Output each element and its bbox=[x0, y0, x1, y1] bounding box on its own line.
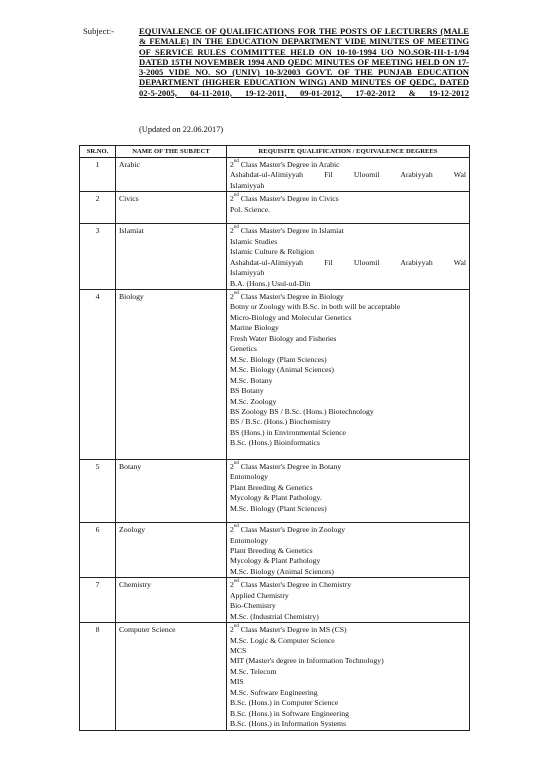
degree-text: Class Master's Degree in MS (CS) bbox=[240, 625, 347, 635]
subject-line: OF MEETING HELD ON 17-3-2005 VIDE NO. SO (UNIV) 10-3/2003 GOVT. bbox=[139, 56, 469, 78]
sr-no-cell: 2 bbox=[80, 192, 116, 224]
degree-item: BS (Hons.) in Environmental Science bbox=[230, 427, 346, 437]
sr-no-cell: 5 bbox=[80, 459, 116, 522]
degree-item: M.Sc. Biology (Animal Sciences) bbox=[230, 365, 334, 375]
sr-no-cell: 4 bbox=[80, 289, 116, 459]
subject-line: EQUIVALENCE OF QUALIFICATIONS FOR THE POSTS OF LECTURERS bbox=[139, 26, 438, 36]
degree-item: M.Sc. Software Engineering bbox=[230, 687, 318, 697]
degrees-cell bbox=[227, 623, 470, 731]
degree-item: B.Sc. (Hons.) in Software Engineering bbox=[230, 708, 349, 718]
degree-item: Fresh Water Biology and Fisheries bbox=[230, 333, 337, 343]
degree-item: MCS bbox=[230, 646, 247, 656]
subject-cell: Zoology bbox=[116, 523, 227, 578]
degree-item: MIT (Master's degree in Information Technology) bbox=[230, 656, 384, 666]
sr-no-cell: 6 bbox=[80, 523, 116, 578]
table-row bbox=[80, 289, 470, 459]
degree-item: B.Sc. (Hons.) Bioinformatics bbox=[230, 438, 320, 448]
degree-item: M.Sc. (Industrial Chemistry) bbox=[230, 611, 319, 621]
degree-item bbox=[230, 580, 466, 590]
class-suffix: nd bbox=[233, 290, 239, 296]
class-suffix: nd bbox=[233, 524, 239, 530]
sr-no-cell: 3 bbox=[80, 224, 116, 290]
subject-line: OF THE PUNJAB EDUCATION DEPARTMENT (HIGHER EDUCATION bbox=[139, 67, 469, 88]
degree-item: M.Sc. Telecom bbox=[230, 666, 277, 676]
subject-line: (MALE & FEMALE) IN THE EDUCATION DEPARTMENT VIDE MINUTES bbox=[139, 26, 469, 47]
degree-text: Class Master's Degree in Botany bbox=[240, 461, 342, 471]
degrees-cell bbox=[227, 289, 470, 459]
degree-item: M.Sc. Biology (Plant Sciences) bbox=[230, 354, 327, 364]
degree-item: MIS bbox=[230, 677, 244, 687]
header-degrees: REQUISITE QUALIFICATION / EQUIVALENCE DEGREES bbox=[227, 146, 470, 158]
degree-item: Plant Breeding & Genetics bbox=[230, 482, 313, 492]
table-row bbox=[80, 224, 470, 290]
degree-item: Entomology bbox=[230, 535, 269, 545]
sr-no-cell: 8 bbox=[80, 623, 116, 731]
subject-label: Subject:- bbox=[83, 26, 115, 36]
degree-text: Class Master's Degree in Zoology bbox=[240, 525, 346, 535]
class-prefix: 2 bbox=[230, 580, 234, 590]
degree-text: Class Master's Degree in Civics bbox=[240, 194, 339, 204]
table-row bbox=[80, 578, 470, 623]
class-suffix: nd bbox=[233, 624, 239, 630]
degree-text: Class Master's Degree in Chemistry bbox=[240, 580, 352, 590]
degree-item: M.Sc. Zoology bbox=[230, 396, 277, 406]
subject-cell: Civics bbox=[116, 192, 227, 224]
table-row bbox=[80, 192, 470, 224]
degree-item bbox=[230, 226, 466, 236]
subject-cell: Computer Science bbox=[116, 623, 227, 731]
class-suffix: nd bbox=[233, 579, 239, 585]
table-row bbox=[80, 158, 470, 192]
degrees-cell bbox=[227, 158, 470, 192]
class-suffix: nd bbox=[233, 159, 239, 164]
degrees-cell bbox=[227, 224, 470, 290]
degree-item: M.Sc. Logic & Computer Science bbox=[230, 635, 335, 645]
class-prefix: 2 bbox=[230, 625, 234, 635]
degree-item: BS / B.Sc. (Hons.) Biochemistry bbox=[230, 417, 331, 427]
header-subject: NAME OF THE SUBJECT bbox=[116, 146, 227, 158]
header-sr-no: SR.NO. bbox=[80, 146, 116, 158]
subject-line: 09-01-2012, 17-02-2012 & 19-12-2012 bbox=[299, 87, 469, 98]
degree-item: B.A. (Hons.) Usul-ud-Din bbox=[230, 278, 311, 288]
class-prefix: 2 bbox=[230, 461, 234, 471]
degree-text: Class Master's Degree in Biology bbox=[240, 291, 344, 301]
subject-line: OF MEETING OF SERVICE RULES COMMITTEE HELD ON 10-10-1994 UO bbox=[139, 36, 470, 57]
degree-item: Entomology bbox=[230, 472, 269, 482]
degree-item: Pol. Science. bbox=[230, 204, 270, 214]
degree-item: Genetics bbox=[230, 344, 257, 354]
degree-item: Ashahdat-ul-Alimiyyah Fil Uloomil Arabiyyah Wal bbox=[230, 170, 466, 180]
degree-item: Mycology & Plant Pathology bbox=[230, 556, 321, 566]
subject-cell: Biology bbox=[116, 289, 227, 459]
degree-item: Botny or Zoology with B.Sc. in both will be acceptable bbox=[230, 302, 401, 312]
degree-item: Applied Chemistry bbox=[230, 590, 289, 600]
degree-item: M.Sc. Botany bbox=[230, 375, 273, 385]
table-header-row bbox=[80, 146, 470, 158]
class-prefix: 2 bbox=[230, 291, 234, 301]
degree-item bbox=[230, 160, 466, 170]
class-suffix: nd bbox=[233, 225, 239, 231]
degree-item: B.Sc. (Hons.) in Computer Science bbox=[230, 698, 339, 708]
subject-heading bbox=[139, 26, 469, 98]
degree-item bbox=[230, 525, 466, 535]
subject-cell: Botany bbox=[116, 459, 227, 522]
subject-cell: Chemistry bbox=[116, 578, 227, 623]
degree-text: Class Master's Degree in Islamiat bbox=[240, 226, 344, 236]
equivalence-table bbox=[79, 145, 470, 731]
updated-date: (Updated on 22.06.2017) bbox=[139, 125, 224, 134]
subject-line: NO.SOR-III-1-1/94 DATED 15TH NOVEMBER 1994 AND QEDC MINUTES bbox=[139, 46, 469, 67]
degree-item bbox=[230, 194, 466, 204]
degree-item: Micro-Biology and Molecular Genetics bbox=[230, 312, 352, 322]
degree-item bbox=[230, 625, 466, 635]
degree-item bbox=[230, 462, 466, 472]
degree-item: Islamic Studies bbox=[230, 236, 278, 246]
degree-item: Bio-Chemistry bbox=[230, 601, 276, 611]
table-row bbox=[80, 623, 470, 731]
class-suffix: nd bbox=[233, 460, 239, 466]
class-prefix: 2 bbox=[230, 525, 234, 535]
class-prefix: 2 bbox=[230, 194, 234, 204]
subject-cell: Arabic bbox=[116, 158, 227, 192]
sr-no-cell: 7 bbox=[80, 578, 116, 623]
degree-item: M.Sc. Biology (Plant Sciences) bbox=[230, 503, 327, 513]
class-prefix: 2 bbox=[230, 160, 234, 169]
degree-text: Class Master's Degree in Arabic bbox=[240, 160, 340, 169]
degree-item: Islamiyyah bbox=[230, 268, 265, 278]
class-suffix: nd bbox=[233, 193, 239, 199]
degree-item: B.Sc. (Hons.) in Information Systems bbox=[230, 719, 346, 729]
degree-item: BS Botany bbox=[230, 386, 264, 396]
degree-item: BS Zoology BS / B.Sc. (Hons.) Biotechnology bbox=[230, 406, 374, 416]
degree-item bbox=[230, 292, 466, 302]
class-prefix: 2 bbox=[230, 226, 234, 236]
subject-line: WING) AND MINUTES OF QEDC, DATED 02-5-2005, 04-11-2010, 19-12-2011, bbox=[139, 77, 469, 98]
degree-item: Islamic Culture & Religion bbox=[230, 247, 314, 257]
table-row bbox=[80, 459, 470, 522]
degrees-cell bbox=[227, 523, 470, 578]
degrees-cell bbox=[227, 578, 470, 623]
degree-item: M.Sc. Biology (Animal Sciences) bbox=[230, 566, 334, 576]
degrees-cell bbox=[227, 459, 470, 522]
degree-item: Plant Breeding & Genetics bbox=[230, 545, 313, 555]
degree-item: Mycology & Plant Pathology. bbox=[230, 493, 322, 503]
sr-no-cell: 1 bbox=[80, 158, 116, 192]
table-body bbox=[80, 158, 470, 731]
subject-cell: Islamiat bbox=[116, 224, 227, 290]
table-row bbox=[80, 523, 470, 578]
degree-item: Ashahdat-ul-Alimiyyah Fil Uloomil Arabiyyah Wal bbox=[230, 257, 466, 267]
degrees-cell bbox=[227, 192, 470, 224]
degree-item: Islamiyyah bbox=[230, 180, 265, 190]
degree-item: Marine Biology bbox=[230, 323, 279, 333]
